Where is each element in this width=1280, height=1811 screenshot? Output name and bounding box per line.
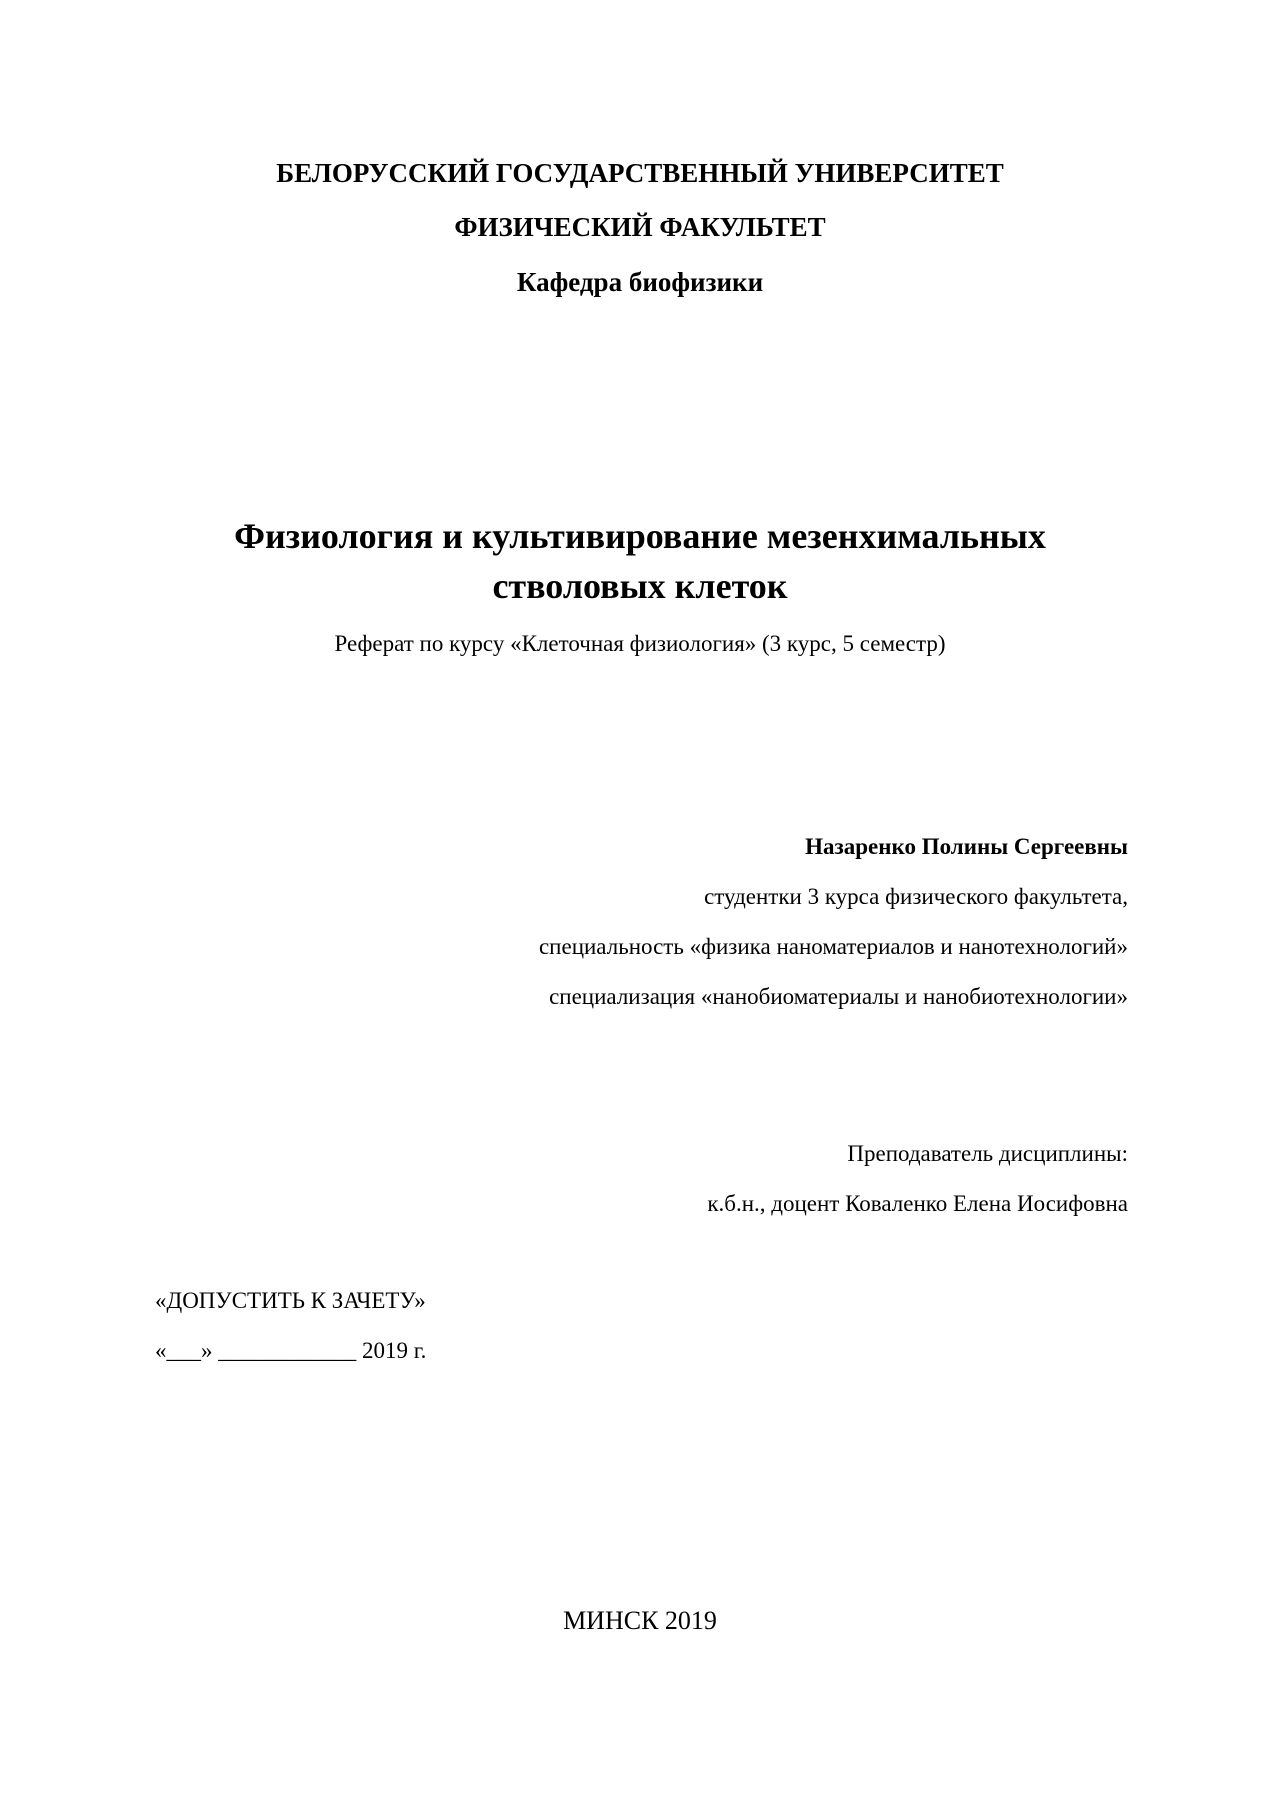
author-name: Назаренко Полины Сергеевны — [805, 834, 1128, 859]
approval-date-line: «___» ____________ 2019 г. — [155, 1338, 427, 1363]
faculty-name: ФИЗИЧЕСКИЙ ФАКУЛЬТЕТ — [454, 212, 826, 242]
author-specialization: специализация «нанобиоматериалы и нанобиотехнологии» — [549, 984, 1128, 1009]
teacher-label: Преподаватель дисциплины: — [847, 1141, 1128, 1166]
document-title-line-2: стволовых клеток — [492, 566, 788, 606]
university-name: БЕЛОРУССКИЙ ГОСУДАРСТВЕННЫЙ УНИВЕРСИТЕТ — [276, 158, 1004, 188]
department-name: Кафедра биофизики — [516, 267, 764, 297]
document-subtitle: Реферат по курсу «Клеточная физиология» (3 курс, 5 семестр) — [334, 631, 946, 656]
document-title-line-1: Физиология и культивирование мезенхимальных — [234, 516, 1046, 556]
author-role: студентки 3 курса физического факультета, — [704, 884, 1128, 909]
author-specialty: специальность «физика наноматериалов и нанотехнологий» — [538, 934, 1128, 959]
city-year: МИНСК 2019 — [563, 1606, 717, 1635]
approval-stamp: «ДОПУСТИТЬ К ЗАЧЕТУ» — [155, 1288, 426, 1313]
teacher-name: к.б.н., доцент Коваленко Елена Иосифовна — [707, 1191, 1128, 1216]
